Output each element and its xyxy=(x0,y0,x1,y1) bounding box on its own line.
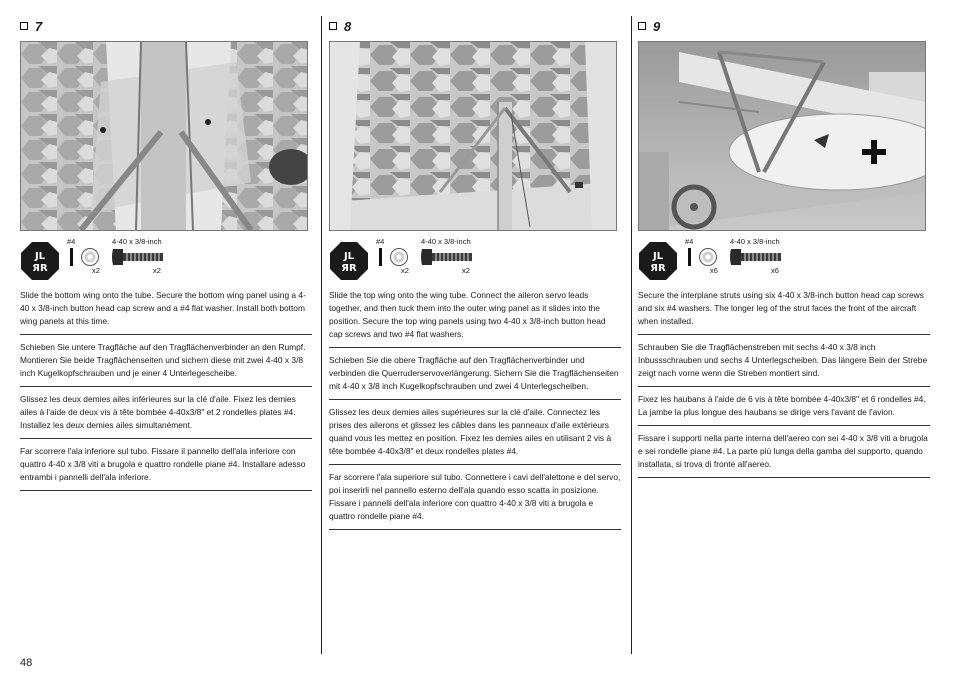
parts-list xyxy=(329,239,621,283)
separator-bar xyxy=(70,248,73,266)
instruction-english: Secure the interplane struts using six 4-40 x 3/8-inch button head cap screws and six #4 washers. The longer leg of the strut faces the front of the aircraft when installed. xyxy=(638,287,930,335)
washer-quantity: x6 xyxy=(710,266,718,275)
step-header xyxy=(20,16,312,36)
washer-quantity: x2 xyxy=(401,266,409,275)
screw-quantity: x2 xyxy=(153,266,161,275)
hardware-logo-icon xyxy=(638,241,678,281)
instruction-english: Slide the bottom wing onto the tube. Secure the bottom wing panel using a 4-40 x 3/8-inch button head cap screw and a #4 flat washer. Install both bottom wing panels at this time. xyxy=(20,287,312,335)
screw-icon xyxy=(730,247,782,267)
step-column xyxy=(329,16,621,530)
instruction-german: Schrauben Sie die Tragflächenstreben mit sechs 4-40 x 3/8 inch Inbussschrauben und sechs 4 Unterlegscheiben. Das längere Bein der Strebe zeigt nach vorne wenn die Streben montiert sind. xyxy=(638,339,930,387)
page-number: 48 xyxy=(20,657,33,669)
step-number: 9 xyxy=(653,18,661,34)
checkbox-icon xyxy=(638,22,646,30)
instruction-english: Slide the top wing onto the wing tube. Connect the aileron servo leads together, and then tuck them into the outer wing panel as it slides into the position. Secure the top wing panels using two 4-40 x 3/8-inch button head cap screws and two #4 flat washers. xyxy=(329,287,621,348)
washer-icon xyxy=(81,248,99,266)
parts-list xyxy=(20,239,312,283)
separator-bar xyxy=(379,248,382,266)
instruction-italian: Far scorrere l'ala superiore sul tubo. Connettere i cavi dell'alettone e del servo, poi inserirli nel pannello esterno dell'ala quando esso scatta in posizione. Fissare i pannelli dell'ala inferiore con quattro 4-40 x 3/8 viti a brugola e quattro rondelle piane #4. xyxy=(329,469,621,530)
svg-text:ЯR: ЯR xyxy=(32,263,48,274)
svg-text:ЯR: ЯR xyxy=(341,263,357,274)
screw-icon xyxy=(421,247,473,267)
instruction-german: Schieben Sie untere Tragfläche auf den Tragflächenverbinder an den Rumpf. Montieren Sie beide Tragflächenseiten und sichern diese mit zwei 4-40 x 3/8 inch Kugelkopfschrauben und je einer 4 Unterlegescheibe. xyxy=(20,339,312,387)
screw-icon xyxy=(112,247,164,267)
step-number: 7 xyxy=(35,18,43,34)
hardware-logo-icon xyxy=(329,241,369,281)
step-column xyxy=(638,16,930,478)
step-header xyxy=(638,16,930,36)
step-photo xyxy=(20,41,308,231)
screw-label: 4-40 x 3/8-inch xyxy=(730,237,780,246)
instruction-italian: Far scorrere l'ala inferiore sul tubo. Fissare il pannello dell'ala inferiore con quattro 4-40 x 3/8 viti a brugola e quattro rondelle piane #4. Installare adesso entrambi i pannelli dell'ala inferiore. xyxy=(20,443,312,491)
svg-text:ЯR: ЯR xyxy=(650,263,666,274)
washer-icon xyxy=(699,248,717,266)
checkbox-icon xyxy=(20,22,28,30)
washer-icon xyxy=(390,248,408,266)
step-number: 8 xyxy=(344,18,352,34)
separator-bar xyxy=(688,248,691,266)
svg-text:JL: JL xyxy=(343,251,355,262)
screw-quantity: x2 xyxy=(462,266,470,275)
instruction-italian: Fissare i supporti nella parte interna dell'aereo con sei 4-40 x 3/8 viti a brugola e sei rondelle piane #4. La parte più lunga della gamba del supporto, quando installata, si trova di fronte all'aereo. xyxy=(638,430,930,478)
washer-label: #4 xyxy=(685,237,694,246)
instruction-french: Glissez les deux demies ailes supérieures sur la clé d'aile. Connectez les prises des ailerons et glissez les câbles dans les panneaux d'aile extérieurs quand vous les mettez en position. Fixez les demies ailes en utilisant 2 vis à tête bombée 4-40x3/8" et deux rondelles plates #4. xyxy=(329,404,621,465)
svg-text:JL: JL xyxy=(652,251,664,262)
instruction-french: Glissez les deux demies ailes inférieures sur la clé d'aile. Fixez les demies ailes à l'aide de deux vis à tête bombée 4-40x3/8" et 2 rondelles plates #4. Installez les deux demies ailes simultanément. xyxy=(20,391,312,439)
step-column xyxy=(20,16,312,491)
hardware-logo-icon xyxy=(20,241,60,281)
step-photo xyxy=(329,41,617,231)
instruction-german: Schieben Sie die obere Tragfläche auf den Tragflächenverbinder und verbinden die Querruderservoverlängerung. Sichern Sie die Tragflächenseiten mit 4-40 x 3/8 inch Kugelkopfschrauben und zwei 4 Unterlegscheiben. xyxy=(329,352,621,400)
column-divider xyxy=(321,16,322,654)
instruction-french: Fixez les haubans à l'aide de 6 vis à tête bombée 4-40x3/8" et 6 rondelles #4. La jambe la plus longue des haubans se dirige vers l'avant de l'avion. xyxy=(638,391,930,426)
screw-label: 4-40 x 3/8-inch xyxy=(112,237,162,246)
svg-text:JL: JL xyxy=(34,251,46,262)
checkbox-icon xyxy=(329,22,337,30)
washer-label: #4 xyxy=(376,237,385,246)
step-header xyxy=(329,16,621,36)
washer-label: #4 xyxy=(67,237,76,246)
parts-list xyxy=(638,239,930,283)
step-photo xyxy=(638,41,926,231)
screw-label: 4-40 x 3/8-inch xyxy=(421,237,471,246)
column-divider xyxy=(631,16,632,654)
washer-quantity: x2 xyxy=(92,266,100,275)
screw-quantity: x6 xyxy=(771,266,779,275)
